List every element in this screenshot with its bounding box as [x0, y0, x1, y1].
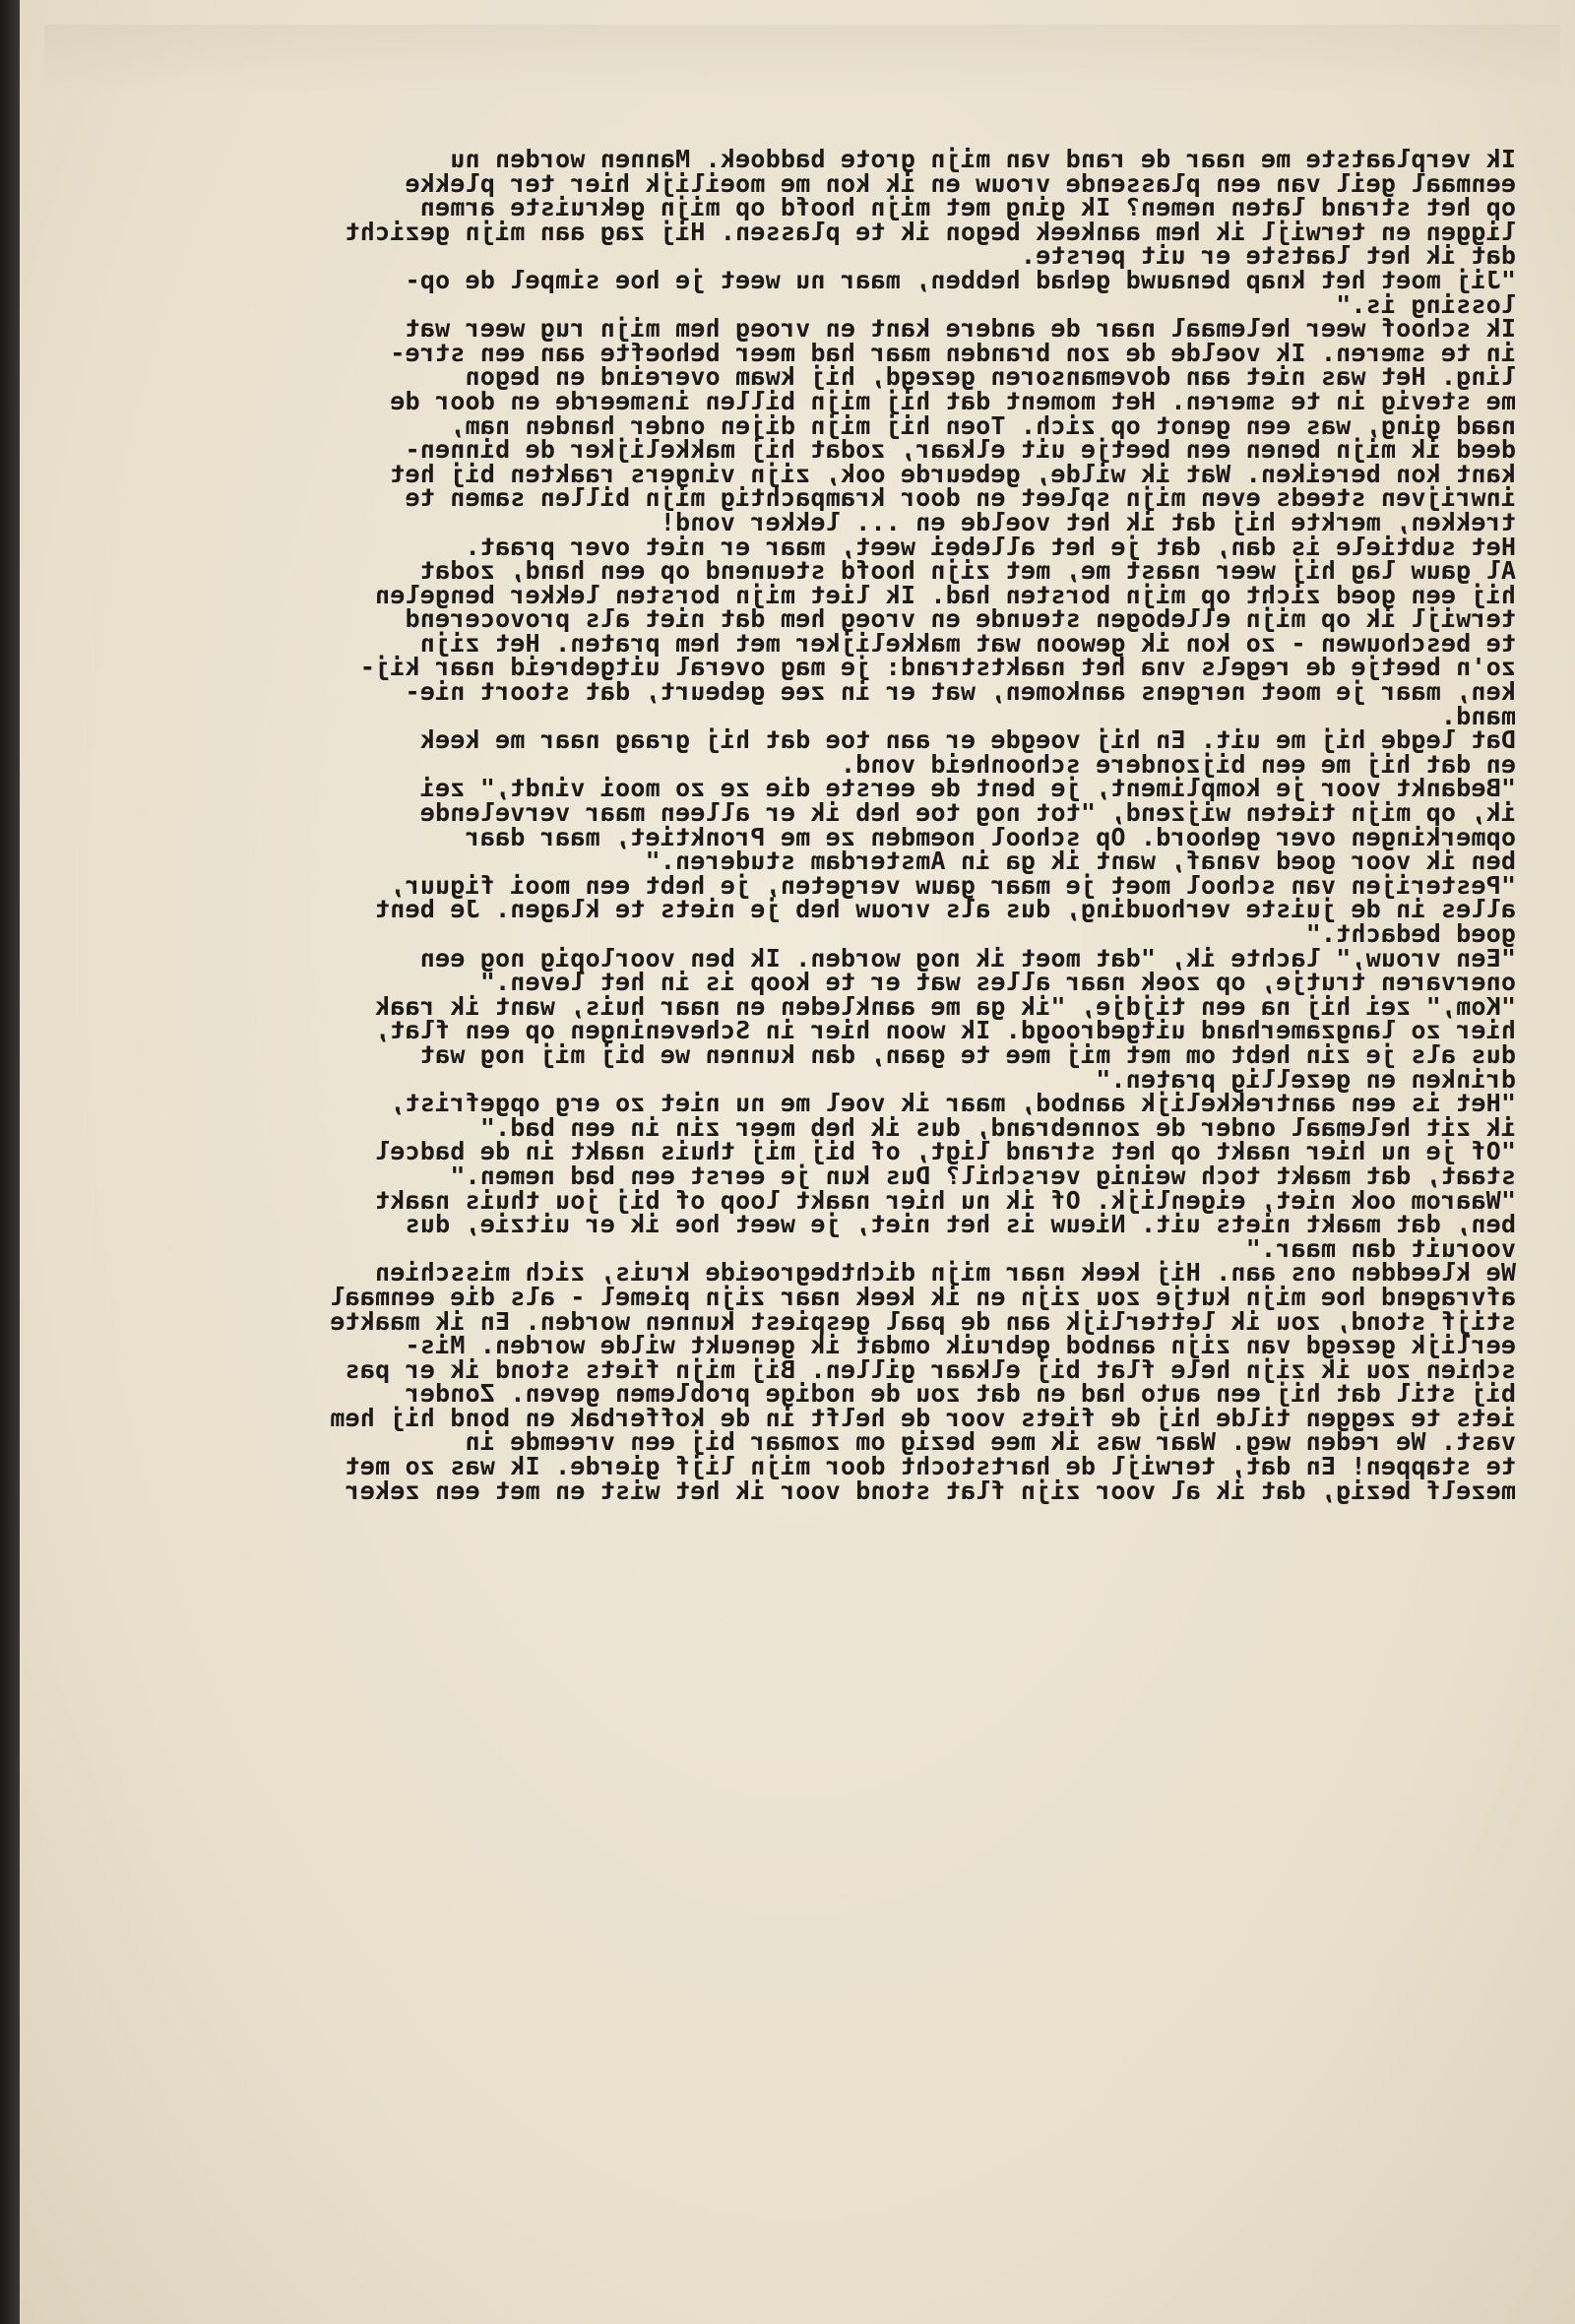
text-line: Dat legde hij me uit. En hij voegde er aan toe dat hij graag naar me keek — [419, 725, 1516, 755]
text-line: in te smeren. Ik voelde de zon branden maar had meer behoefte aan een stre- — [390, 338, 1516, 367]
text-line: te stappen! En dat, terwijl de hartstocht door mijn lijf gierde. Ik was zo met — [345, 1452, 1516, 1481]
text-line: vooruit dan maar." — [1245, 1233, 1516, 1263]
page-binding-edge — [0, 0, 20, 2324]
text-line: dat ik het laatste er uit perste. — [1020, 241, 1516, 271]
text-line: ik, op mijn tieten wijzend, "tot nog toe heb ik er alleen maar vervelende — [419, 798, 1516, 828]
text-line: "Waarom ook niet, eigenlijk. Of ik nu hier naakt loop of bij jou thuis naakt — [374, 1185, 1516, 1215]
text-line: mezelf bezig, dat ik al voor zijn flat stond voor ik het wist en met een zeker — [345, 1476, 1516, 1505]
text-line: "Bedankt voor je kompliment, je bent de eerste die ze zo mooi vindt," zei — [419, 774, 1516, 803]
text-line: hij een goed zicht op mijn borsten had. Ik liet mijn borsten lekker bengelen — [374, 580, 1516, 609]
text-line: lossing is." — [1335, 289, 1516, 319]
text-line: deed ik mijn benen een beetje uit elkaar, zodat hij makkelijker de binnen- — [405, 435, 1516, 465]
text-line: trekken, merkte hij dat ik het voelde en ... lekker vond! — [660, 507, 1516, 536]
text-line: ben, dat maakt niets uit. Nieuw is het niet, je weet hoe ik er uitzie, dus — [405, 1210, 1516, 1239]
text-line: zo'n beetje de regels vna het naaktstrand: je mag overal uitgebreid naar kij- — [359, 653, 1516, 682]
text-line: eerlijk gezegd van zijn aanbod gebruik omdat ik geneukt wilde worden. Mis- — [405, 1331, 1516, 1360]
text-line: ik zit helemaal onder de zonnebrand, dus ik heb meer zin in een bad." — [479, 1112, 1516, 1142]
text-line: "Jij moet het knap benauwd gehad hebben, maar nu weet je hoe simpel de op- — [405, 265, 1516, 294]
text-line: staat, dat maakt toch weinig verschil? Dus kun je eerst een bad nemen." — [450, 1161, 1516, 1190]
text-line: hier zo langzamerhand uitgedroogd. Ik woon hier in Scheveningen op een flat, — [374, 1016, 1516, 1045]
text-line: dus als je zin hebt om met mij mee te gaan, dan kunnen we bij mij nog wat — [419, 1039, 1516, 1069]
text-line: vast. We reden weg. Waar was ik mee bezig om zomaar bij een vreemde in — [465, 1427, 1516, 1457]
text-line: ling. Het was niet aan dovemansoren gezegd, hij kwam overeind en begon — [465, 362, 1516, 392]
text-line: eenmaal geil van een plassende vrouw en ik kon me moeilijk hier ter plekke — [405, 168, 1516, 198]
text-line: Ik schoof weer helemaal naar de andere kant en vroeg hem mijn rug weer wat — [405, 314, 1516, 344]
text-line: Al gauw lag hij weer naast me, met zijn hoofd steunend op een hand, zodat — [419, 556, 1516, 586]
text-line: Ik verplaatste me naar de rand van mijn grote baddoek. Mannen worden nu — [450, 145, 1516, 173]
scanned-page — [20, 0, 1575, 2324]
text-line: "Of je nu hier naakt op het strand ligt, of bij mij thuis naakt in de badcel — [374, 1137, 1516, 1166]
text-line: opmerkingen over gehoord. Op school noemden ze me Pronktiet, maar daar — [465, 822, 1516, 851]
body-text — [49, 145, 1516, 1505]
text-line: bij stil dat hij een auto had en dat zou de nodige problemen geven. Zonder — [405, 1379, 1516, 1409]
text-line: terwijl ik op mijn ellebogen steunde en vroeg hem dat niet als provocerend — [405, 604, 1516, 634]
text-line: schien zou ik zijn hele flat bij elkaar gillen. Bij mijn fiets stond ik er pas — [345, 1354, 1516, 1384]
text-line: We kleedden ons aan. Hij keek naar mijn dichtbegroeide kruis, zich misschien — [374, 1258, 1516, 1288]
text-line: "Een vrouw," lachte ik, "dat moet ik nog worden. Ik ben voorlopig nog een — [419, 943, 1516, 973]
text-line: ben ik voor goed vanaf, want ik ga in Amsterdam studeren." — [645, 847, 1516, 876]
text-line: te beschouwen - zo kon ik gewoon wat makkelijker met hem praten. Het zijn — [419, 628, 1516, 658]
text-line: kant kon bereiken. Wat ik wilde, gebeurde ook, zijn vingers raakten bij het — [390, 459, 1516, 488]
text-line: naad ging, was een genot op zich. Toen hij mijn dijen onder handen nam, — [450, 410, 1516, 440]
text-line: "Pesterijen van school moet je maar gauw vergeten, je hebt een mooi figuur, — [390, 870, 1516, 900]
text-line: "Het is een aantrekkelijk aanbod, maar ik voel me nu niet zo erg opgefrist, — [390, 1089, 1516, 1118]
text-line: en dat hij me een bijzondere schoonheid vond. — [840, 749, 1516, 779]
text-line: inwrijven steeds even mijn spleet en door krampachtig mijn billen samen te — [405, 483, 1516, 513]
text-line: onervaren trutje, op zoek naar alles wat er te koop is in het leven." — [479, 968, 1516, 997]
text-line: me stevig in te smeren. Het moment dat hij mijn billen insmeerde en door de — [390, 386, 1516, 415]
text-line: drinken en gezellig praten." — [1095, 1064, 1516, 1094]
text-line: Het subtiele is dan, dat je het allebei weet, maar er niet over praat. — [465, 532, 1516, 561]
text-line: iets te zeggen tilde hij de fiets voor de helft in de kofferbak en bond hij hem — [330, 1403, 1516, 1432]
text-line: ken, maar je moet nergens aankomen, wat er in zee gebeurt, dat stoort nie- — [405, 677, 1516, 707]
text-line: "Kom," zei hij na een tijdje, "ik ga me aankleden en naar huis, want ik raak — [374, 991, 1516, 1021]
text-line: stijf stond, zou ik letterlijk aan de paal gespiest kunnen worden. En ik maakte — [330, 1306, 1516, 1336]
text-line: op het strand laten nemen? Ik ging met mijn hoofd op mijn gekruiste armen — [419, 193, 1516, 222]
text-line: goed bedacht." — [1305, 919, 1516, 948]
text-line: mand. — [1440, 701, 1516, 730]
text-line: liggen en terwijl ik hem aankeek begon ik te plassen. Hij zag aan mijn gezicht — [345, 217, 1516, 246]
text-line: alles in de juiste verhouding, dus als vrouw heb je niets te klagen. Je bent — [374, 895, 1516, 924]
text-line: afvragend hoe mijn kutje zou zijn en ik keek naar zijn piemel - als die eenmaal — [330, 1282, 1516, 1311]
page-shading — [44, 25, 1560, 94]
